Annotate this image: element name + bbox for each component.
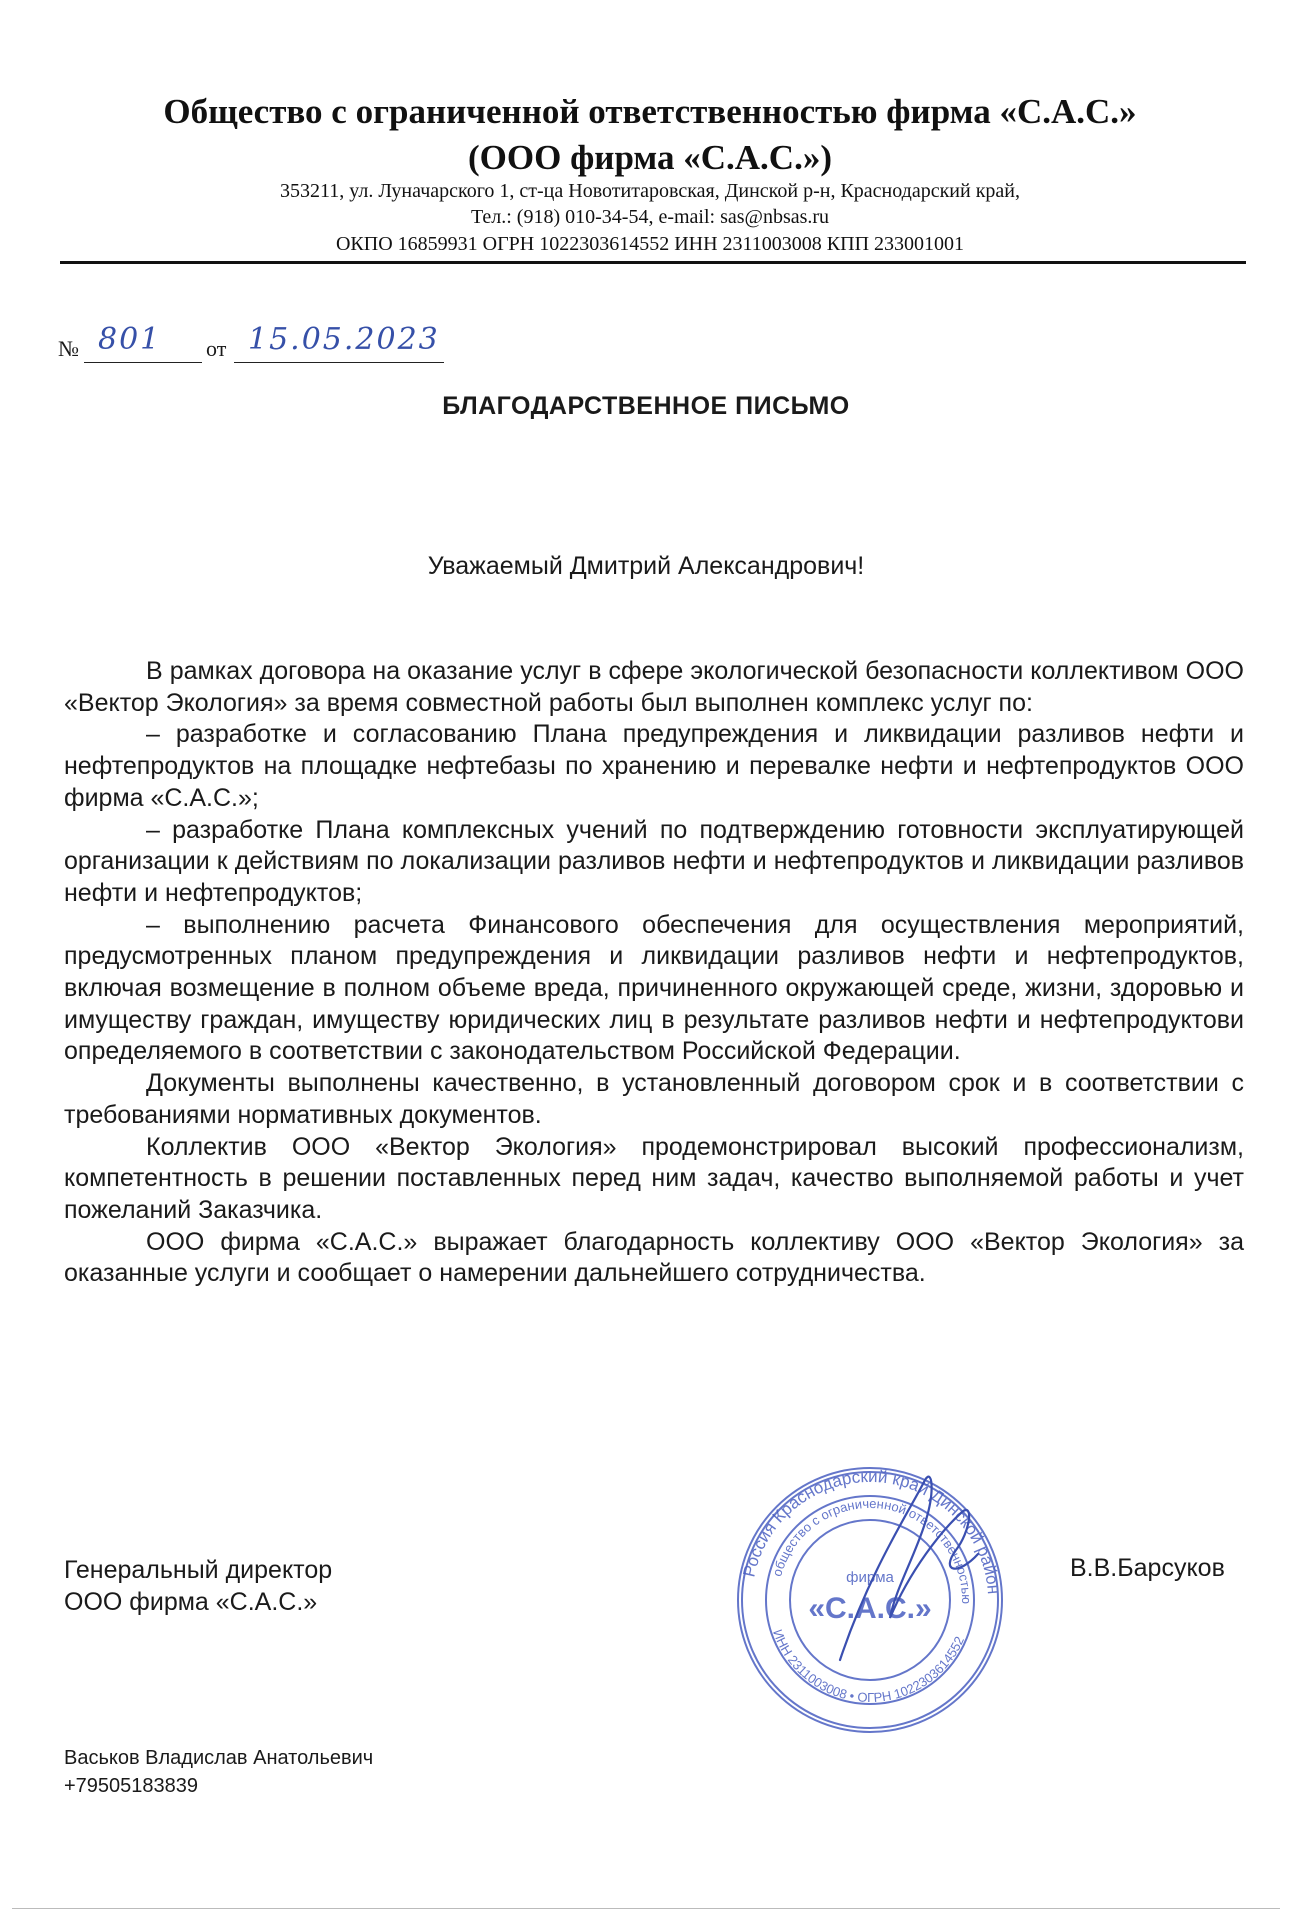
seal-middle-text: общество с ограниченной ответственностью xyxy=(769,1495,975,1605)
executor-phone: +79505183839 xyxy=(64,1775,199,1797)
position-title: Генеральный директор xyxy=(64,1556,333,1584)
position-company: ООО фирма «С.А.С.» xyxy=(64,1588,318,1616)
paragraph-closing: ООО фирма «С.А.С.» выражает благодарность коллективу ООО «Вектор Экология» за оказанные услуги и сообщает о намерении дальнейшего сотрудничества. xyxy=(64,1227,1244,1288)
signatory-name: В.В.Барсуков xyxy=(1070,1554,1225,1582)
date-handwritten: 15.05.2023 xyxy=(248,322,440,357)
greeting: Уважаемый Дмитрий Александрович! xyxy=(427,552,865,580)
paragraph: Документы выполнены качественно, в установленный договором срок и в соответствии с требованиями нормативных документов. xyxy=(64,1069,1244,1129)
seal-outer-text: Россия Краснодарский край Динской район xyxy=(739,1466,1003,1595)
list-item: – разработке Плана комплексных учений по подтверждению готовности эксплуатирующей организации к действиям по локализации разливов нефти и нефтепродуктов и ликвидации разливов нефти и нефтепродуктов; xyxy=(64,815,1244,907)
letter-body xyxy=(64,656,1244,1290)
paragraph-intro: В рамках договора на оказание услуг в сфере экологической безопасности коллективом ООО «Вектор Экология» за время совместной работы был выполнен комплекс услуг по: xyxy=(64,657,1244,717)
executor-info xyxy=(64,1744,373,1800)
seal-center-small: фирма xyxy=(846,1569,894,1586)
number-field xyxy=(84,322,202,363)
company-requisites: ОКПО 16859931 ОГРН 1022303614552 ИНН 2311003008 КПП 233001001 xyxy=(335,233,965,255)
list-item: – выполнению расчета Финансового обеспечения для осуществления мероприятий, предусмотренных планом предупреждения и ликвидации разливов нефти и нефтепродуктов, включая возмещение в полном объеме вреда, причиненного окружающей среде, жизни, здоровью и имуществу граждан, имуществу юридических лиц в результате разливов нефти и нефтепродуктови определяемого в соответствии с законодательством Российской Федерации. xyxy=(64,910,1244,1066)
page-bottom-edge xyxy=(12,1908,1280,1909)
number-label: № xyxy=(58,336,79,361)
seal-center-big: «С.А.С.» xyxy=(808,1592,932,1625)
seal-id-text: ИНН 2311003008 • ОГРН 1022303614552 xyxy=(770,1627,968,1706)
letter-title: БЛАГОДАРСТВЕННОЕ ПИСЬМО xyxy=(442,392,850,420)
company-short-name: (ООО фирма «С.А.С.») xyxy=(468,138,832,177)
executor-name: Васьков Владислав Анатольевич xyxy=(64,1747,374,1769)
list-item: – разработке и согласованию Плана предупреждения и ликвидации разливов нефти и нефтепродуктов на площадке нефтебазы по хранению и перевалке нефти и нефтепродуктов ООО фирма «С.А.С.»; xyxy=(64,720,1244,812)
date-field xyxy=(234,322,444,363)
company-contacts: Тел.: (918) 010-34-54, e-mail: sas@nbsas.ru xyxy=(470,206,830,228)
paragraph: Коллектив ООО «Вектор Экология» продемонстрировал высокий профессионализм, компетентность в решении поставленных перед ним задач, качество выполняемой работы и учет пожеланий Заказчика. xyxy=(64,1132,1244,1224)
date-label: от xyxy=(206,336,227,361)
company-address: 353211, ул. Луначарского 1, ст-ца Новотитаровская, Динской р-н, Краснодарский край, xyxy=(279,180,1021,202)
company-seal xyxy=(720,1450,1020,1740)
signatory-position xyxy=(64,1554,332,1618)
header-divider xyxy=(60,261,1246,264)
company-name: Общество с ограниченной ответственностью фирма «С.А.С.» xyxy=(163,92,1137,131)
number-handwritten: 801 xyxy=(98,322,162,357)
